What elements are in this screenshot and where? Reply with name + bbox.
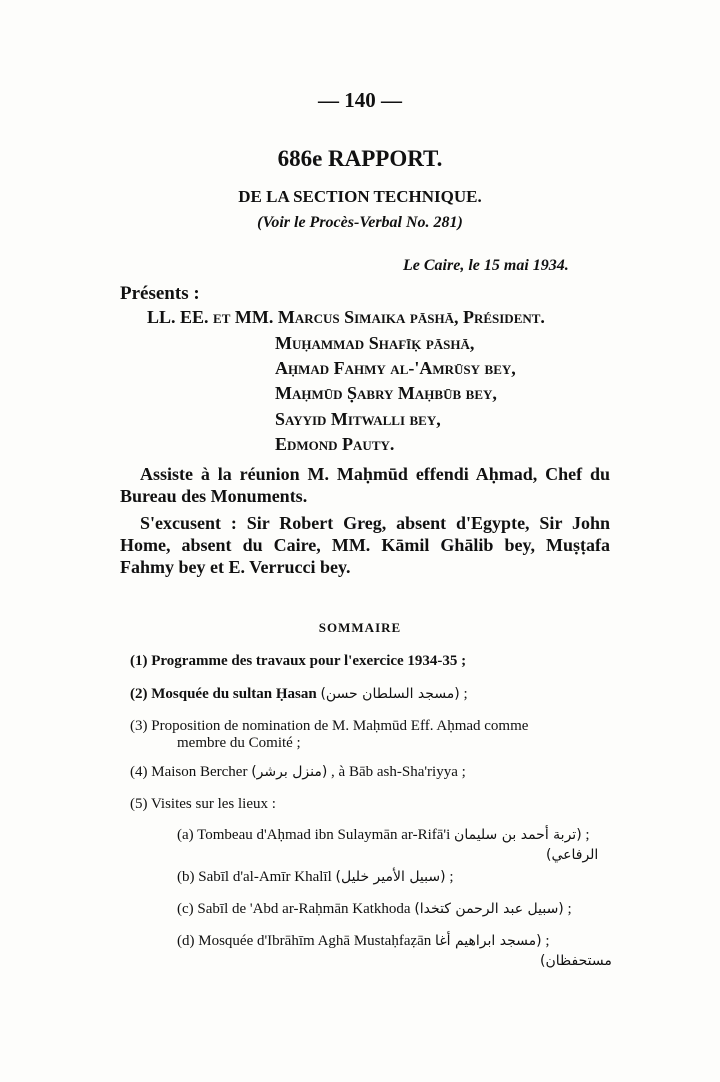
summary-subitem-a: (a) Tombeau d'Aḥmad ibn Sulaymān ar-Rifā'i (تربة أحمد بن سليمان ;	[177, 827, 590, 843]
summary-subitem-c: (c) Sabīl de 'Abd ar-Raḥmān Katkhoda (سبيل عبد الرحمن كتخدا) ;	[177, 901, 572, 917]
member-line: Sayyid Mitwalli bey,	[275, 409, 441, 429]
summary-item-3: (3) Proposition de nomination de M. Maḥmūd Eff. Aḥmad comme	[130, 718, 529, 734]
member-line: Edmond Pauty.	[275, 434, 395, 454]
arabic-name: (سبيل الأمير خليل)	[335, 869, 446, 885]
arabic-name: (منزل برشر)	[251, 764, 328, 780]
summary-heading: SOMMAIRE	[318, 620, 402, 635]
report-subtitle: DE LA SECTION TECHNIQUE.	[238, 187, 482, 206]
presents-label: Présents :	[120, 283, 200, 304]
proces-verbal-reference: (Voir le Procès-Verbal No. 281)	[257, 214, 463, 231]
member-line: Muḥammad Shafīḳ pāshā,	[275, 333, 475, 353]
summary-subitem-a-arabic-continuation: الرفاعي)	[546, 847, 599, 863]
summary-subitem-d-arabic-continuation: مستحفظان)	[540, 953, 612, 969]
arabic-name: (تربة أحمد بن سليمان	[454, 827, 582, 843]
summary-item-4: (4) Maison Bercher (منزل برشر) , à Bāb ash-Sha'riyya ;	[130, 764, 466, 780]
arabic-name: (مسجد السلطان حسن)	[320, 686, 460, 702]
arabic-name: (سبيل عبد الرحمن كتخدا)	[414, 901, 564, 917]
summary-subitem-b: (b) Sabīl d'al-Amīr Khalīl (سبيل الأمير خليل) ;	[177, 869, 454, 885]
summary-item-2: (2) Mosquée du sultan Ḥasan (مسجد السلطان حسن) ;	[130, 686, 468, 702]
page-number: — 140 —	[318, 88, 402, 112]
member-line: LL. EE. et MM. Marcus Simaika pāshā, Président.	[147, 307, 545, 327]
excused-note: S'excusent : Sir Robert Greg, absent d'Egypte, Sir John Home, absent du Caire, MM. Kāmil Ghālib bey, Muṣṭafa Fahmy bey et E. Verrucci bey.	[120, 513, 610, 577]
dateline: Le Caire, le 15 mai 1934.	[403, 257, 569, 274]
summary-subitem-d: (d) Mosquée d'Ibrāhīm Aghā Mustaḥfaẓān (مسجد ابراهيم أغا ;	[177, 933, 550, 949]
summary-item-1: (1) Programme des travaux pour l'exercice 1934-35 ;	[130, 653, 467, 669]
summary-item-5: (5) Visites sur les lieux :	[130, 796, 276, 812]
member-line: Maḥmūd Ṣabry Maḥbūb bey,	[275, 383, 497, 403]
member-line: Aḥmad Fahmy al-'Amrūsy bey,	[275, 358, 516, 378]
arabic-name: (مسجد ابراهيم أغا	[435, 933, 542, 949]
attendance-note: Assiste à la réunion M. Maḥmūd effendi Aḥmad, Chef du Bureau des Monuments.	[120, 464, 610, 506]
summary-item-3-continuation: membre du Comité ;	[177, 735, 301, 751]
report-title: 686e RAPPORT.	[277, 146, 443, 171]
